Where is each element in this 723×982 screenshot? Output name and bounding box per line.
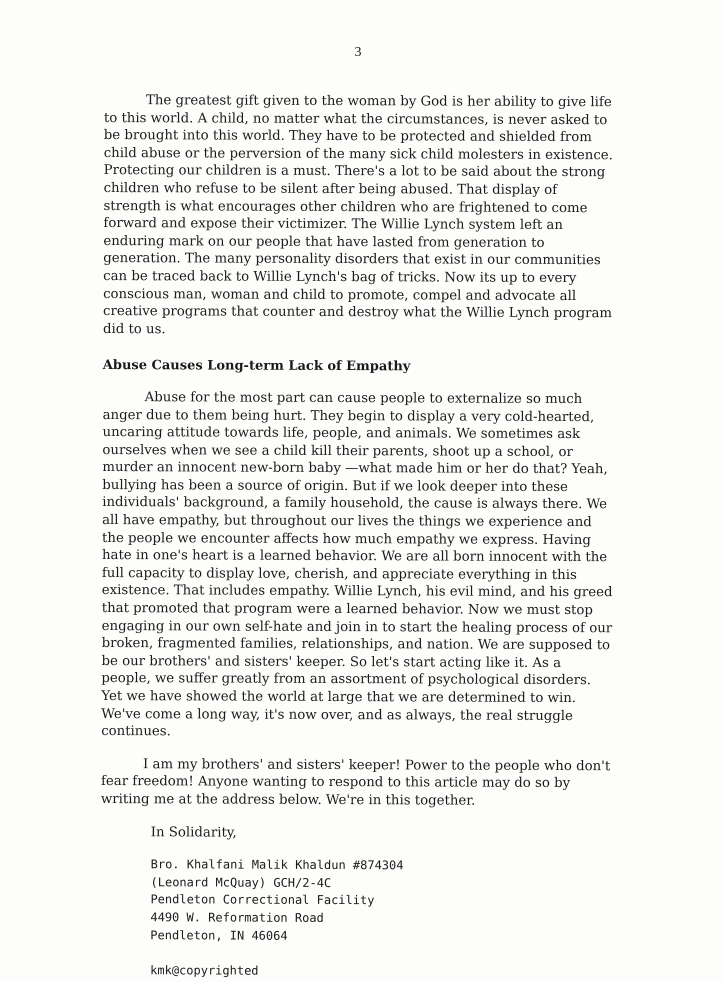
page-number: 3	[354, 45, 362, 60]
signature-address-block	[100, 856, 612, 946]
section-heading: Abuse Causes Long-term Lack of Empathy	[102, 358, 411, 375]
signature-facility-line: Pendleton Correctional Facility	[150, 892, 375, 908]
signature-city-line: Pendleton, IN 46064	[150, 927, 288, 943]
paragraph-abuse-empathy: Abuse for the most part can cause people to externalize so much anger due to them being hurt. They begin to display a very cold-hearted, uncaring attitude towards life, people, and animals. We sometimes ask ourselves when we see a child kill their parents, shoot up a school, or murder an innocent new-born baby —what made him or her do that? Yeah, bullying has been a source of origin. But if we look deeper into these individuals' background, a family household, the cause is always there. We all have empathy, but throughout our lives the things we experience and the people we encounter affects how much empathy we express. Having hate in one's heart is a learned behavior. We are all born innocent with the full capacity to display love, cherish, and appreciate everything in this existence. That includes empathy. Willie Lynch, his evil mind, and his greed that promoted that program were a learned behavior. Now we must stop engaging in our own self-hate and join in to start the healing process of our broken, fragmented families, relationships, and nation. We are supposed to be our brothers' and sisters' keeper. So let's start acting like it. As a people, we suffer greatly from an assortment of psychological disorders. Yet we have showed the world at large that we are determined to win. We've come a long way, it's now over, and as always, the real struggle continues.	[101, 390, 613, 740]
signature-legal-name-line: (Leonard McQuay) GCH/2-4C	[150, 874, 332, 890]
article-body	[100, 92, 616, 982]
signature-name-line: Bro. Khalfani Malik Khaldun #874304	[150, 857, 404, 873]
closing-salutation: In Solidarity,	[150, 824, 237, 841]
signature-email: kmk@copyrighted	[150, 963, 259, 978]
paragraph-keeper: I am my brothers' and sisters' keeper! Power to the people who don't fear freedom! Anyone wanting to respond to this article may do so by writing me at the address below. We're in this together.	[100, 756, 611, 809]
paragraph-gift-of-life: The greatest gift given to the woman by God is her ability to give life to this world. A child, no matter what the circumstances, is never asked to be brought into this world. They have to be protected and shielded from child abuse or the perversion of the many sick child molesters in existence. Protecting our children is a must. There's a lot to be said about the strong children who refuse to be silent after being abused. That display of strength is what encourages other children who are frightened to come forward and expose their victimizer. The Willie Lynch system left an enduring mark on our people that have lasted from generation to generation. The many personality disorders that exist in our communities can be traced back to Willie Lynch's bag of tricks. Now its up to every conscious man, woman and child to promote, compel and advocate all creative programs that counter and destroy what the Willie Lynch program did to us.	[102, 93, 613, 337]
signature-street-line: 4490 W. Reformation Road	[150, 910, 324, 925]
